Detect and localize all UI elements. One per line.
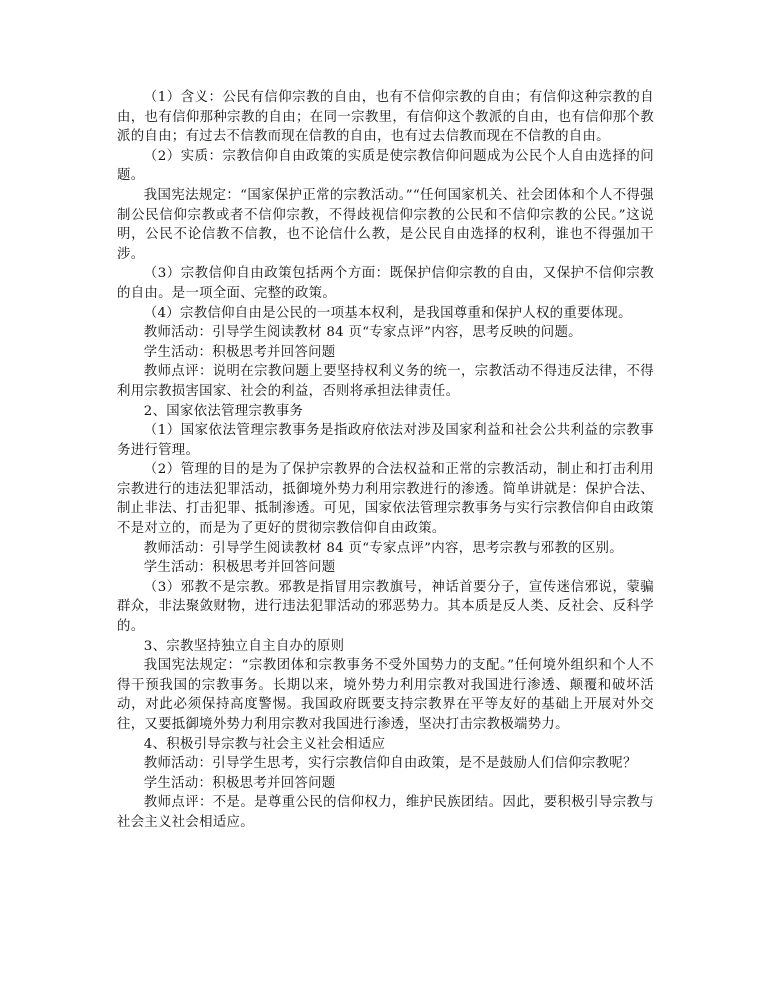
document-page xyxy=(117,88,654,833)
paragraph-student-activity-2: 学生活动：积极思考并回答问题 xyxy=(143,560,336,576)
paragraph-teacher-activity-3: 教师活动：引导学生思考，实行宗教信仰自由政策，是不是鼓励人们信仰宗教呢？ xyxy=(143,756,637,772)
paragraph-basic-right: （4）宗教信仰自由是公民的一项基本权利，是我国尊重和保护人权的重要体现。 xyxy=(143,305,632,321)
paragraph-constitution-1: 我国宪法规定：“国家保护正常的宗教活动。”“任何国家机关、社会团体和个人不得强制公民信仰宗教或者不信仰宗教，不得歧视信仰宗教的公民和不信仰宗教的公民。”这说明，公民不论信教不信教，也不论信什么教，是公民自由选择的权利，谁也不得强加干涉。 xyxy=(117,187,654,262)
paragraph-manage-1: （1）国家依法管理宗教事务是指政府依法对涉及国家利益和社会公共利益的宗教事务进行管理。 xyxy=(117,423,654,458)
paragraph-teacher-activity-2: 教师活动：引导学生阅读教材 84 页“专家点评”内容，思考宗教与邪教的区别。 xyxy=(143,540,623,556)
paragraph-essence: （2）实质：宗教信仰自由政策的实质是使宗教信仰问题成为公民个人自由选择的问题。 xyxy=(117,148,654,184)
paragraph-manage-2: （2）管理的目的是为了保护宗教界的合法权益和正常的宗教活动，制止和打击利用宗教进行的违法犯罪活动，抵御境外势力利用宗教进行的渗透。简单讲就是：保护合法、制止非法、打击犯罪、抵制渗透。可见，国家依法管理宗教事务与实行宗教信仰自由政策不是对立的，而是为了更好的贯彻宗教信仰自由政策。 xyxy=(117,462,654,537)
section-heading-4: 4、积极引导宗教与社会主义社会相适应 xyxy=(143,736,386,752)
paragraph-teacher-comment-2: 教师点评：不是。是尊重公民的信仰权力，维护民族团结。因此，要积极引导宗教与社会主义社会相适应。 xyxy=(117,795,654,830)
paragraph-teacher-comment-1: 教师点评：说明在宗教问题上要坚持权利义务的统一，宗教活动不得违反法律，不得利用宗教损害国家、社会的利益，否则将承担法律责任。 xyxy=(117,364,654,399)
paragraph-constitution-2: 我国宪法规定：“宗教团体和宗教事务不受外国势力的支配。”任何境外组织和个人不得干预我国的宗教事务。长期以来，境外势力利用宗教对我国进行渗透、颠覆和破坏活动，对此必须保持高度警惕。我国政府既要支持宗教界在平等友好的基础上开展对外交往，又要抵御境外势力利用宗教对我国进行渗透，坚决打击宗教极端势力。 xyxy=(117,658,654,732)
section-heading-2: 2、国家依法管理宗教事务 xyxy=(143,403,304,419)
paragraph-student-activity-3: 学生活动：积极思考并回答问题 xyxy=(143,775,336,791)
paragraph-student-activity-1: 学生活动：积极思考并回答问题 xyxy=(143,344,336,360)
paragraph-two-aspects: （3）宗教信仰自由政策包括两个方面：既保护信仰宗教的自由，又保护不信仰宗教的自由。是一项全面、完整的政策。 xyxy=(117,266,654,301)
paragraph-cult: （3）邪教不是宗教。邪教是指冒用宗教旗号，神话首要分子，宣传迷信邪说，蒙骗群众，非法聚敛财物，进行违法犯罪活动的邪恶势力。其本质是反人类、反社会、反科学的。 xyxy=(117,579,654,635)
section-heading-3: 3、宗教坚持独立自主自办的原则 xyxy=(143,638,345,654)
paragraph-meaning: （1）含义：公民有信仰宗教的自由，也有不信仰宗教的自由；有信仰这种宗教的自由，也有信仰那种宗教的自由；在同一宗教里，有信仰这个教派的自由，也有信仰那个教派的自由；有过去不信教而现在信教的自由，也有过去信教而现在不信教的自由。 xyxy=(117,90,654,145)
paragraph-teacher-activity-1: 教师活动：引导学生阅读教材 84 页“专家点评”内容，思考反映的问题。 xyxy=(143,325,582,341)
